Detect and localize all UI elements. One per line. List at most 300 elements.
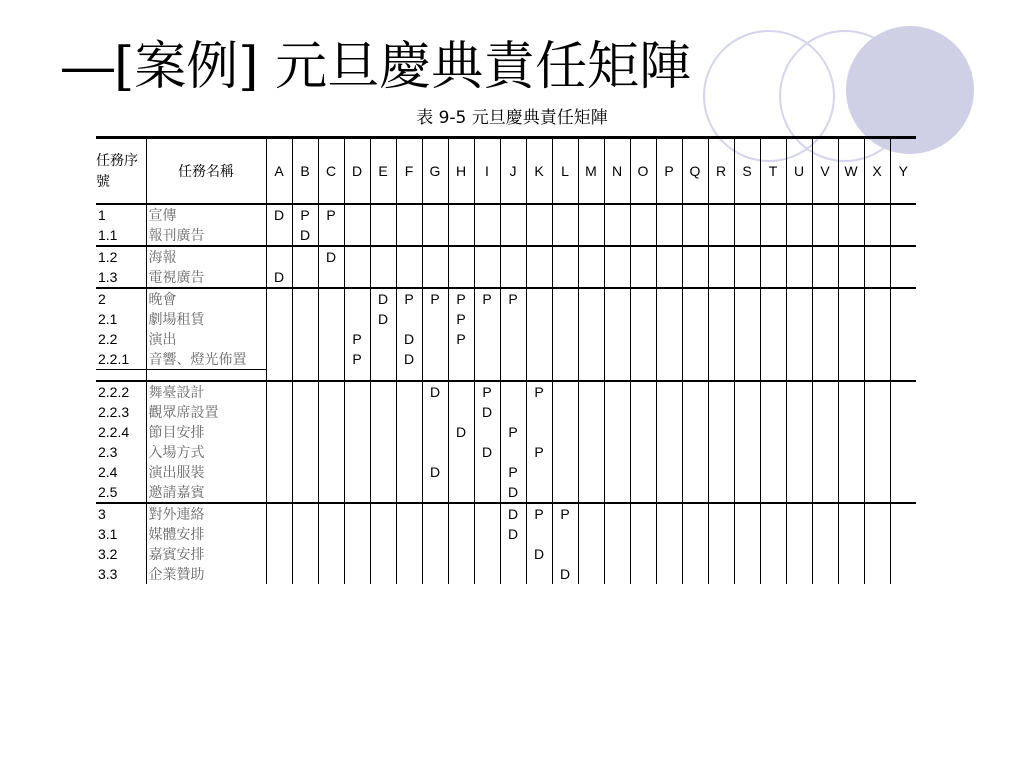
responsibility-cell-c — [318, 349, 344, 370]
header-member-r: R — [708, 138, 734, 205]
responsibility-cell-s — [734, 544, 760, 564]
responsibility-cell-e — [370, 564, 396, 584]
responsibility-cell-y — [890, 524, 916, 544]
slide-title: ―[案例] 元旦慶典責任矩陣 — [62, 37, 692, 97]
responsibility-cell-k — [526, 204, 552, 225]
responsibility-cell-f — [396, 309, 422, 329]
responsibility-cell-s — [734, 204, 760, 225]
responsibility-cell-m — [578, 544, 604, 564]
spacer-cell — [318, 370, 344, 382]
task-number: 2.2.4 — [98, 424, 130, 440]
responsibility-cell-l — [552, 381, 578, 402]
responsibility-cell-t — [760, 462, 786, 482]
responsibility-cell-r — [708, 225, 734, 246]
responsibility-cell-s — [734, 402, 760, 422]
responsibility-cell-p — [656, 225, 682, 246]
responsibility-cell-m — [578, 442, 604, 462]
responsibility-cell-l — [552, 482, 578, 503]
responsibility-cell-e — [370, 329, 396, 349]
responsibility-cell-d: P — [344, 329, 370, 349]
responsibility-cell-j — [500, 267, 526, 288]
header-row — [96, 138, 916, 205]
responsibility-cell-o — [630, 329, 656, 349]
responsibility-cell-i — [474, 564, 500, 584]
responsibility-cell-v — [812, 349, 838, 370]
responsibility-cell-a — [266, 309, 292, 329]
responsibility-cell-j: D — [500, 524, 526, 544]
responsibility-cell-v — [812, 204, 838, 225]
responsibility-cell-j: D — [500, 482, 526, 503]
responsibility-cell-m — [578, 309, 604, 329]
responsibility-cell-n — [604, 381, 630, 402]
responsibility-cell-t — [760, 524, 786, 544]
responsibility-cell-c — [318, 524, 344, 544]
header-member-k: K — [526, 138, 552, 205]
responsibility-cell-i — [474, 503, 500, 524]
responsibility-cell-v — [812, 329, 838, 349]
responsibility-cell-d — [344, 246, 370, 267]
responsibility-cell-c — [318, 462, 344, 482]
responsibility-cell-d: P — [344, 349, 370, 370]
header-member-f: F — [396, 138, 422, 205]
responsibility-cell-t — [760, 225, 786, 246]
table-row — [96, 503, 916, 524]
responsibility-cell-y — [890, 503, 916, 524]
responsibility-cell-m — [578, 204, 604, 225]
responsibility-cell-q — [682, 309, 708, 329]
responsibility-cell-p — [656, 544, 682, 564]
responsibility-cell-m — [578, 564, 604, 584]
header-member-b: B — [292, 138, 318, 205]
table-row — [96, 309, 916, 329]
responsibility-cell-c — [318, 381, 344, 402]
responsibility-cell-y — [890, 462, 916, 482]
responsibility-cell-x — [864, 204, 890, 225]
responsibility-cell-y — [890, 204, 916, 225]
responsibility-cell-o — [630, 288, 656, 309]
table-row — [96, 442, 916, 462]
responsibility-cell-y — [890, 329, 916, 349]
spacer-cell — [396, 370, 422, 382]
responsibility-cell-n — [604, 225, 630, 246]
responsibility-cell-l — [552, 422, 578, 442]
responsibility-cell-e — [370, 503, 396, 524]
responsibility-cell-q — [682, 329, 708, 349]
responsibility-cell-q — [682, 462, 708, 482]
responsibility-cell-o — [630, 246, 656, 267]
responsibility-cell-g — [422, 329, 448, 349]
responsibility-cell-v — [812, 422, 838, 442]
header-member-p: P — [656, 138, 682, 205]
spacer-cell — [344, 370, 370, 382]
responsibility-cell-m — [578, 349, 604, 370]
responsibility-cell-j — [500, 204, 526, 225]
responsibility-cell-c — [318, 329, 344, 349]
responsibility-cell-k — [526, 309, 552, 329]
responsibility-cell-c — [318, 503, 344, 524]
responsibility-cell-a — [266, 442, 292, 462]
responsibility-cell-o — [630, 402, 656, 422]
task-number: 3.2 — [98, 546, 118, 562]
table-row — [96, 288, 916, 309]
responsibility-cell-s — [734, 225, 760, 246]
responsibility-cell-q — [682, 349, 708, 370]
table-row — [96, 381, 916, 402]
responsibility-cell-k — [526, 267, 552, 288]
responsibility-cell-g — [422, 442, 448, 462]
responsibility-cell-i — [474, 462, 500, 482]
responsibility-cell-q — [682, 422, 708, 442]
responsibility-cell-a — [266, 544, 292, 564]
responsibility-cell-b — [292, 309, 318, 329]
responsibility-cell-w — [838, 544, 864, 564]
responsibility-cell-h: P — [448, 288, 474, 309]
responsibility-cell-l — [552, 329, 578, 349]
header-member-o: O — [630, 138, 656, 205]
responsibility-cell-f — [396, 422, 422, 442]
responsibility-cell-e — [370, 225, 396, 246]
responsibility-cell-f — [396, 246, 422, 267]
responsibility-cell-h — [448, 564, 474, 584]
responsibility-cell-o — [630, 524, 656, 544]
responsibility-cell-t — [760, 503, 786, 524]
responsibility-cell-p — [656, 422, 682, 442]
responsibility-cell-c — [318, 564, 344, 584]
responsibility-cell-e — [370, 422, 396, 442]
responsibility-cell-i — [474, 349, 500, 370]
responsibility-cell-h — [448, 524, 474, 544]
responsibility-cell-m — [578, 402, 604, 422]
responsibility-cell-j: P — [500, 462, 526, 482]
responsibility-cell-b — [292, 267, 318, 288]
responsibility-cell-v — [812, 309, 838, 329]
responsibility-cell-n — [604, 402, 630, 422]
responsibility-cell-o — [630, 267, 656, 288]
responsibility-cell-s — [734, 349, 760, 370]
responsibility-cell-d — [344, 422, 370, 442]
responsibility-cell-q — [682, 482, 708, 503]
responsibility-cell-j — [500, 442, 526, 462]
responsibility-cell-o — [630, 309, 656, 329]
task-number: 2.2 — [98, 331, 118, 347]
responsibility-cell-s — [734, 503, 760, 524]
responsibility-cell-a — [266, 402, 292, 422]
responsibility-cell-g — [422, 402, 448, 422]
responsibility-cell-w — [838, 288, 864, 309]
responsibility-cell-i — [474, 544, 500, 564]
responsibility-cell-k — [526, 225, 552, 246]
responsibility-cell-q — [682, 442, 708, 462]
responsibility-cell-s — [734, 267, 760, 288]
task-number: 2.2.2 — [98, 384, 130, 400]
spacer-cell — [760, 370, 786, 382]
responsibility-cell-f — [396, 544, 422, 564]
task-name: 劇場租賃 — [146, 309, 266, 329]
responsibility-cell-i — [474, 246, 500, 267]
responsibility-cell-u — [786, 564, 812, 584]
responsibility-cell-o — [630, 442, 656, 462]
spacer-cell — [370, 370, 396, 382]
task-name: 舞臺設計 — [146, 381, 266, 402]
responsibility-cell-o — [630, 503, 656, 524]
responsibility-cell-p — [656, 462, 682, 482]
responsibility-cell-u — [786, 267, 812, 288]
responsibility-cell-s — [734, 524, 760, 544]
responsibility-cell-k — [526, 462, 552, 482]
responsibility-cell-o — [630, 204, 656, 225]
responsibility-cell-g — [422, 422, 448, 442]
responsibility-cell-o — [630, 422, 656, 442]
responsibility-cell-b — [292, 288, 318, 309]
responsibility-cell-a — [266, 503, 292, 524]
responsibility-cell-m — [578, 503, 604, 524]
responsibility-cell-v — [812, 544, 838, 564]
responsibility-cell-e: D — [370, 288, 396, 309]
responsibility-cell-d — [344, 267, 370, 288]
responsibility-cell-v — [812, 402, 838, 422]
task-number: 2.4 — [98, 464, 118, 480]
responsibility-cell-d — [344, 462, 370, 482]
responsibility-cell-s — [734, 462, 760, 482]
responsibility-cell-p — [656, 309, 682, 329]
responsibility-cell-e — [370, 462, 396, 482]
table-row — [96, 564, 916, 584]
responsibility-cell-g: D — [422, 462, 448, 482]
responsibility-cell-e — [370, 524, 396, 544]
responsibility-cell-l — [552, 267, 578, 288]
responsibility-cell-j — [500, 329, 526, 349]
header-member-l: L — [552, 138, 578, 205]
spacer-cell — [448, 370, 474, 382]
responsibility-cell-r — [708, 349, 734, 370]
responsibility-cell-g — [422, 544, 448, 564]
responsibility-cell-t — [760, 564, 786, 584]
responsibility-cell-t — [760, 544, 786, 564]
task-name: 觀眾席設置 — [146, 402, 266, 422]
responsibility-cell-l — [552, 462, 578, 482]
responsibility-cell-c — [318, 482, 344, 503]
responsibility-cell-m — [578, 225, 604, 246]
responsibility-cell-q — [682, 564, 708, 584]
responsibility-cell-a — [266, 381, 292, 402]
responsibility-cell-g — [422, 225, 448, 246]
responsibility-cell-u — [786, 225, 812, 246]
responsibility-cell-k — [526, 402, 552, 422]
responsibility-cell-l: P — [552, 503, 578, 524]
task-number: 1.3 — [96, 267, 146, 288]
responsibility-cell-k — [526, 349, 552, 370]
responsibility-cell-k: D — [526, 544, 552, 564]
spacer-cell — [266, 370, 292, 382]
responsibility-cell-u — [786, 246, 812, 267]
responsibility-cell-i — [474, 482, 500, 503]
responsibility-cell-t — [760, 381, 786, 402]
responsibility-cell-v — [812, 267, 838, 288]
spacer-cell — [604, 370, 630, 382]
responsibility-cell-s — [734, 482, 760, 503]
responsibility-cell-e — [370, 544, 396, 564]
responsibility-cell-y — [890, 482, 916, 503]
responsibility-cell-t — [760, 204, 786, 225]
table-row — [96, 225, 916, 246]
responsibility-cell-x — [864, 381, 890, 402]
responsibility-cell-u — [786, 544, 812, 564]
responsibility-cell-t — [760, 267, 786, 288]
responsibility-cell-t — [760, 329, 786, 349]
responsibility-cell-c — [318, 267, 344, 288]
responsibility-cell-d — [344, 204, 370, 225]
responsibility-cell-j — [500, 225, 526, 246]
responsibility-cell-q — [682, 246, 708, 267]
responsibility-cell-x — [864, 309, 890, 329]
task-name: 海報 — [146, 246, 266, 267]
responsibility-cell-x — [864, 422, 890, 442]
header-member-d: D — [344, 138, 370, 205]
task-number: 3.3 — [98, 566, 118, 582]
header-member-e: E — [370, 138, 396, 205]
responsibility-cell-n — [604, 524, 630, 544]
responsibility-cell-r — [708, 204, 734, 225]
responsibility-cell-n — [604, 246, 630, 267]
responsibility-cell-s — [734, 329, 760, 349]
responsibility-cell-w — [838, 381, 864, 402]
responsibility-cell-m — [578, 462, 604, 482]
responsibility-cell-h: P — [448, 329, 474, 349]
task-name: 媒體安排 — [146, 524, 266, 544]
responsibility-cell-n — [604, 564, 630, 584]
responsibility-cell-j — [500, 402, 526, 422]
responsibility-cell-i — [474, 524, 500, 544]
responsibility-cell-q — [682, 288, 708, 309]
task-name: 企業贊助 — [146, 564, 266, 584]
header-member-x: X — [864, 138, 890, 205]
responsibility-cell-e — [370, 267, 396, 288]
header-member-s: S — [734, 138, 760, 205]
responsibility-cell-f — [396, 482, 422, 503]
responsibility-cell-f — [396, 225, 422, 246]
responsibility-cell-r — [708, 503, 734, 524]
responsibility-cell-l — [552, 204, 578, 225]
spacer-cell — [890, 370, 916, 382]
responsibility-cell-q — [682, 402, 708, 422]
responsibility-cell-l — [552, 442, 578, 462]
responsibility-cell-h — [448, 381, 474, 402]
responsibility-cell-r — [708, 381, 734, 402]
responsibility-cell-t — [760, 402, 786, 422]
responsibility-cell-t — [760, 422, 786, 442]
responsibility-cell-m — [578, 329, 604, 349]
responsibility-cell-g — [422, 482, 448, 503]
header-member-m: M — [578, 138, 604, 205]
responsibility-cell-h: D — [448, 422, 474, 442]
responsibility-cell-r — [708, 267, 734, 288]
responsibility-cell-c: P — [318, 204, 344, 225]
responsibility-cell-e — [370, 381, 396, 402]
table-row — [96, 246, 916, 267]
responsibility-cell-y — [890, 246, 916, 267]
responsibility-cell-w — [838, 329, 864, 349]
responsibility-cell-j — [500, 544, 526, 564]
responsibility-cell-r — [708, 422, 734, 442]
responsibility-cell-i — [474, 422, 500, 442]
responsibility-cell-h — [448, 246, 474, 267]
responsibility-cell-i: D — [474, 402, 500, 422]
responsibility-cell-h — [448, 204, 474, 225]
spacer-cell — [656, 370, 682, 382]
responsibility-cell-i — [474, 309, 500, 329]
task-number: 2.2.3 — [98, 404, 130, 420]
responsibility-cell-t — [760, 442, 786, 462]
task-number: 3.1 — [98, 526, 118, 542]
responsibility-cell-w — [838, 482, 864, 503]
spacer-cell — [526, 370, 552, 382]
responsibility-cell-w — [838, 524, 864, 544]
responsibility-cell-q — [682, 225, 708, 246]
responsibility-cell-i — [474, 329, 500, 349]
responsibility-cell-v — [812, 246, 838, 267]
responsibility-cell-f — [396, 442, 422, 462]
responsibility-cell-e — [370, 246, 396, 267]
responsibility-cell-t — [760, 349, 786, 370]
responsibility-cell-v — [812, 442, 838, 462]
responsibility-cell-b — [292, 422, 318, 442]
responsibility-cell-u — [786, 288, 812, 309]
header-member-q: Q — [682, 138, 708, 205]
responsibility-cell-d — [344, 309, 370, 329]
responsibility-cell-u — [786, 442, 812, 462]
responsibility-cell-w — [838, 503, 864, 524]
responsibility-cell-u — [786, 402, 812, 422]
responsibility-cell-f — [396, 503, 422, 524]
responsibility-cell-y — [890, 442, 916, 462]
responsibility-cell-h — [448, 267, 474, 288]
responsibility-cell-h — [448, 482, 474, 503]
responsibility-cell-d — [344, 544, 370, 564]
responsibility-cell-f: D — [396, 349, 422, 370]
responsibility-cell-g — [422, 267, 448, 288]
table-row — [96, 462, 916, 482]
responsibility-cell-s — [734, 288, 760, 309]
responsibility-cell-b: P — [292, 204, 318, 225]
spacer-cell — [552, 370, 578, 382]
header-member-g: G — [422, 138, 448, 205]
responsibility-cell-w — [838, 225, 864, 246]
responsibility-cell-m — [578, 246, 604, 267]
responsibility-cell-x — [864, 246, 890, 267]
responsibility-cell-m — [578, 524, 604, 544]
responsibility-cell-w — [838, 564, 864, 584]
responsibility-cell-b: D — [292, 225, 318, 246]
task-name: 邀請嘉賓 — [146, 482, 266, 503]
responsibility-cell-t — [760, 482, 786, 503]
responsibility-cell-c — [318, 544, 344, 564]
responsibility-cell-r — [708, 246, 734, 267]
responsibility-cell-b — [292, 402, 318, 422]
responsibility-cell-m — [578, 482, 604, 503]
responsibility-cell-t — [760, 309, 786, 329]
responsibility-cell-p — [656, 524, 682, 544]
responsibility-cell-s — [734, 442, 760, 462]
responsibility-cell-p — [656, 564, 682, 584]
responsibility-cell-k: P — [526, 503, 552, 524]
responsibility-cell-r — [708, 402, 734, 422]
responsibility-cell-g: D — [422, 381, 448, 402]
responsibility-cell-c: D — [318, 246, 344, 267]
task-name: 報刊廣告 — [146, 225, 266, 246]
spacer-cell — [146, 370, 266, 382]
responsibility-cell-i: P — [474, 381, 500, 402]
responsibility-cell-v — [812, 564, 838, 584]
